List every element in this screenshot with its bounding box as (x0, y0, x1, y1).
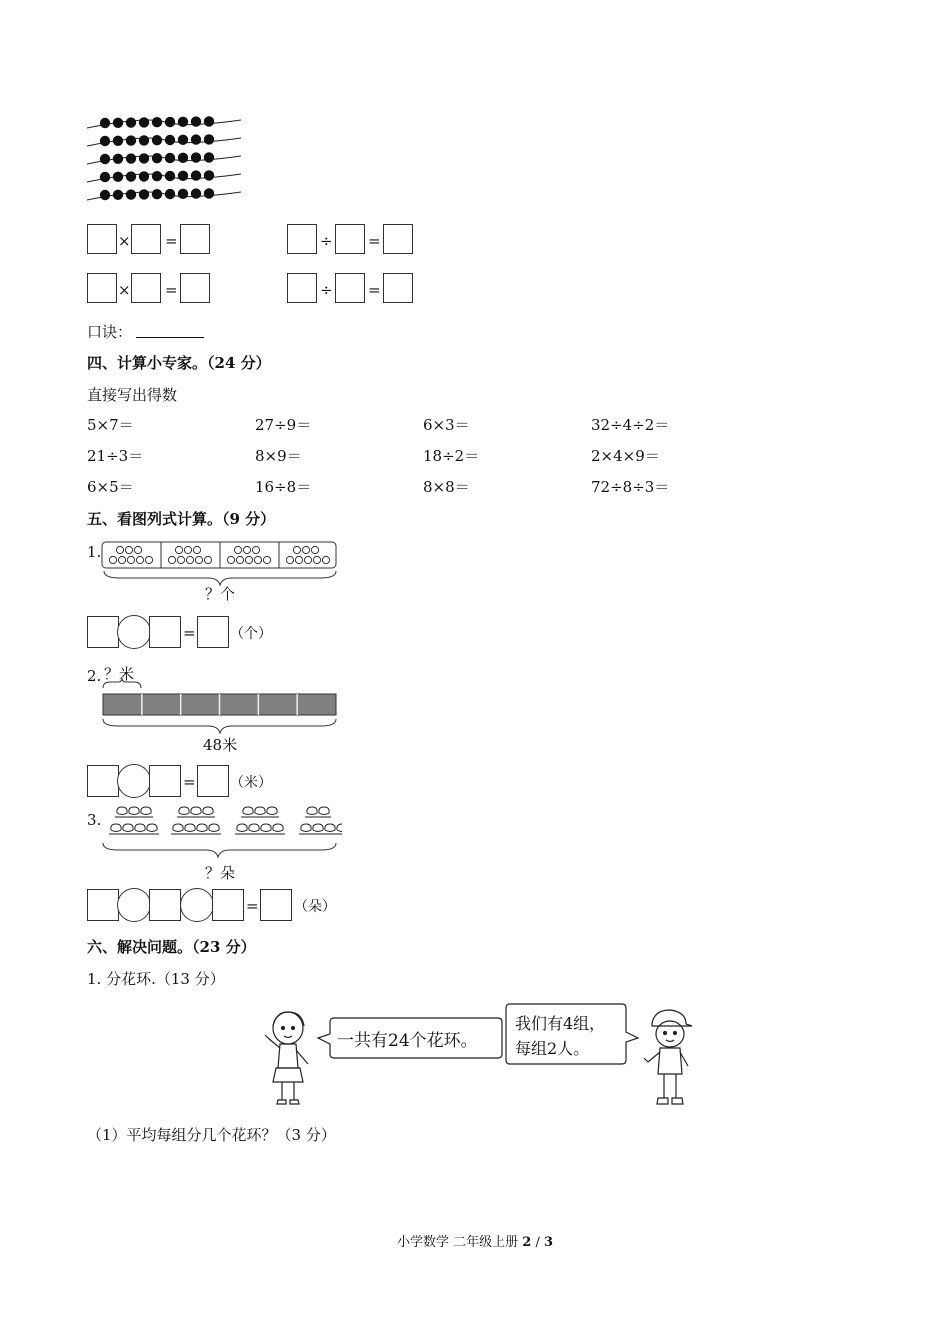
small-circle (254, 556, 261, 563)
small-circle (134, 546, 141, 553)
koujue-blank[interactable] (136, 337, 204, 338)
small-circle (118, 556, 125, 563)
bead (165, 189, 175, 199)
boy-illustration (640, 1008, 698, 1110)
bead (113, 154, 123, 164)
q2-bar-figure (100, 678, 340, 734)
divide-sign: ÷ (320, 232, 333, 250)
answer-box[interactable] (287, 224, 317, 254)
bead (100, 190, 110, 200)
small-circle (168, 556, 175, 563)
q3-number: 3. (87, 811, 102, 829)
section6-q1-title: 1. 分花环.（13 分） (87, 970, 225, 988)
bead (178, 117, 188, 127)
flower (207, 824, 221, 834)
calc-item: 6×3＝ (423, 416, 470, 434)
bead (165, 153, 175, 163)
q2-unit: （米） (230, 775, 272, 791)
left-bubble-text: 一共有24个花环。 (337, 1031, 478, 1051)
flower (171, 824, 185, 834)
bead (165, 135, 175, 145)
answer-box[interactable] (131, 273, 161, 303)
divide-sign: ÷ (320, 281, 333, 299)
flower (265, 807, 279, 817)
answer-box[interactable] (197, 765, 229, 797)
bead (126, 171, 136, 181)
times-sign: × (118, 232, 131, 250)
calc-item: 32÷4÷2＝ (591, 416, 670, 434)
bead (126, 117, 136, 127)
q1-number: 1. (87, 543, 102, 561)
q1-unit: （个） (230, 626, 272, 642)
bead (191, 152, 201, 162)
small-circle (204, 556, 211, 563)
page-footer (0, 1231, 950, 1250)
small-circle (136, 556, 143, 563)
answer-box[interactable] (87, 616, 119, 648)
section4-instruction: 直接写出得数 (87, 386, 178, 404)
operator-circle[interactable] (117, 764, 151, 798)
section6-title: 六、解决问题。（23 分） (87, 938, 256, 956)
bead (100, 172, 110, 182)
bead (178, 189, 188, 199)
answer-box[interactable] (383, 224, 413, 254)
bead (191, 116, 201, 126)
answer-box[interactable] (180, 224, 210, 254)
flower (189, 807, 203, 817)
section5-title: 五、看图列式计算。（9 分） (87, 510, 276, 528)
bead (139, 189, 149, 199)
small-circle (116, 546, 123, 553)
bead (139, 171, 149, 181)
small-circle (125, 546, 132, 553)
small-circle (302, 546, 309, 553)
answer-box[interactable] (149, 616, 181, 648)
bead (126, 189, 136, 199)
answer-box[interactable] (212, 889, 244, 921)
bead (100, 154, 110, 164)
flower (133, 824, 147, 834)
answer-box[interactable] (180, 273, 210, 303)
calc-item: 18÷2＝ (423, 447, 480, 465)
bead (178, 171, 188, 181)
flower (305, 807, 319, 817)
bead (204, 134, 214, 144)
small-circle (127, 556, 134, 563)
calc-item: 16÷8＝ (255, 478, 312, 496)
answer-box[interactable] (149, 765, 181, 797)
flower (311, 824, 325, 834)
calc-item: 2×4×9＝ (591, 447, 660, 465)
right-bubble-line2: 每组2人。 (515, 1039, 590, 1058)
small-circle (175, 546, 182, 553)
flower (323, 824, 337, 834)
answer-box[interactable] (87, 889, 119, 921)
q1-question-label: ？个 (205, 585, 236, 603)
flower (127, 807, 141, 817)
small-circle (322, 556, 329, 563)
bead (204, 170, 214, 180)
small-circle (145, 556, 152, 563)
small-circle (311, 546, 318, 553)
q2-top-label: ？米 (104, 665, 135, 683)
flower (195, 824, 209, 834)
operator-circle[interactable] (117, 888, 151, 922)
bead (178, 153, 188, 163)
flower (317, 807, 331, 817)
bead (126, 135, 136, 145)
answer-box[interactable] (287, 273, 317, 303)
small-circle (195, 556, 202, 563)
bead (139, 135, 149, 145)
footer-total: 3 (543, 1235, 554, 1250)
girl-illustration (258, 1008, 322, 1108)
small-circle (109, 556, 116, 563)
bead (204, 188, 214, 198)
answer-box[interactable] (149, 889, 181, 921)
bead (152, 189, 162, 199)
answer-box[interactable] (87, 224, 117, 254)
q2-number: 2. (87, 667, 102, 685)
q3-flowers-figure (100, 803, 342, 863)
small-circle (263, 556, 270, 563)
bead (152, 135, 162, 145)
flower (139, 807, 153, 817)
answer-box[interactable] (260, 889, 292, 921)
bead (165, 117, 175, 127)
bead (165, 171, 175, 181)
small-circle (252, 546, 259, 553)
bead (191, 188, 201, 198)
bead (191, 134, 201, 144)
bead (113, 172, 123, 182)
small-circle (236, 556, 243, 563)
flower (109, 824, 123, 834)
koujue-label: 口诀： (87, 323, 133, 341)
answer-box[interactable] (335, 224, 365, 254)
flower (253, 807, 267, 817)
flower (299, 824, 313, 834)
small-circle (286, 556, 293, 563)
bead (113, 118, 123, 128)
calc-item: 27÷9＝ (255, 416, 312, 434)
beads-figure (85, 112, 245, 212)
equals-sign: = (183, 624, 196, 642)
equals-sign: = (183, 773, 196, 791)
small-circle (293, 546, 300, 553)
bead (152, 171, 162, 181)
q2-bottom-label: 48米 (203, 736, 238, 754)
small-circle (245, 556, 252, 563)
equals-sign: = (165, 281, 178, 299)
flower (183, 824, 197, 834)
answer-box[interactable] (383, 273, 413, 303)
calc-item: 6×5＝ (87, 478, 134, 496)
answer-box[interactable] (197, 616, 229, 648)
bead (204, 152, 214, 162)
bead (152, 117, 162, 127)
answer-box[interactable] (87, 273, 117, 303)
bead (139, 117, 149, 127)
calc-item: 5×7＝ (87, 416, 134, 434)
calc-item: 8×9＝ (255, 447, 302, 465)
operator-circle[interactable] (180, 888, 214, 922)
calc-item: 21÷3＝ (87, 447, 144, 465)
footer-sep: / (535, 1235, 540, 1250)
small-circle (313, 556, 320, 563)
small-circle (234, 546, 241, 553)
bead (191, 170, 201, 180)
footer-subject: 小学数学 二年级上册 (396, 1235, 519, 1250)
small-circle (227, 556, 234, 563)
operator-circle[interactable] (117, 615, 151, 649)
answer-box[interactable] (335, 273, 365, 303)
bead (178, 135, 188, 145)
equals-sign: = (368, 232, 381, 250)
bead (204, 116, 214, 126)
small-circle (193, 546, 200, 553)
small-circle (184, 546, 191, 553)
flower (177, 807, 191, 817)
small-circle (177, 556, 184, 563)
equals-sign: = (246, 897, 259, 915)
times-sign: × (118, 281, 131, 299)
bead (126, 153, 136, 163)
flower (145, 824, 159, 834)
right-bubble-line1: 我们有4组， (515, 1014, 606, 1033)
footer-page: 2 (522, 1235, 532, 1250)
flower (247, 824, 261, 834)
bead (139, 153, 149, 163)
flower (241, 807, 255, 817)
q3-question-label: ？朵 (205, 864, 236, 882)
small-circle (295, 556, 302, 563)
answer-box[interactable] (131, 224, 161, 254)
flower (259, 824, 273, 834)
section6-sub1: （1）平均每组分几个花环？（3 分） (87, 1126, 336, 1144)
small-circle (186, 556, 193, 563)
calc-item: 72÷8÷3＝ (591, 478, 670, 496)
small-circle (304, 556, 311, 563)
equals-sign: = (368, 281, 381, 299)
flower (121, 824, 135, 834)
calc-item: 8×8＝ (423, 478, 470, 496)
answer-box[interactable] (87, 765, 119, 797)
flower (335, 824, 342, 834)
small-circle (243, 546, 250, 553)
section4-title: 四、计算小专家。（24 分） (87, 354, 271, 372)
bead (152, 153, 162, 163)
q3-unit: （朵） (294, 899, 336, 915)
bead (113, 136, 123, 146)
bead (100, 136, 110, 146)
equals-sign: = (165, 232, 178, 250)
bead (100, 118, 110, 128)
flower (235, 824, 249, 834)
flower (115, 807, 129, 817)
flower (271, 824, 285, 834)
flower (201, 807, 215, 817)
bead (113, 190, 123, 200)
